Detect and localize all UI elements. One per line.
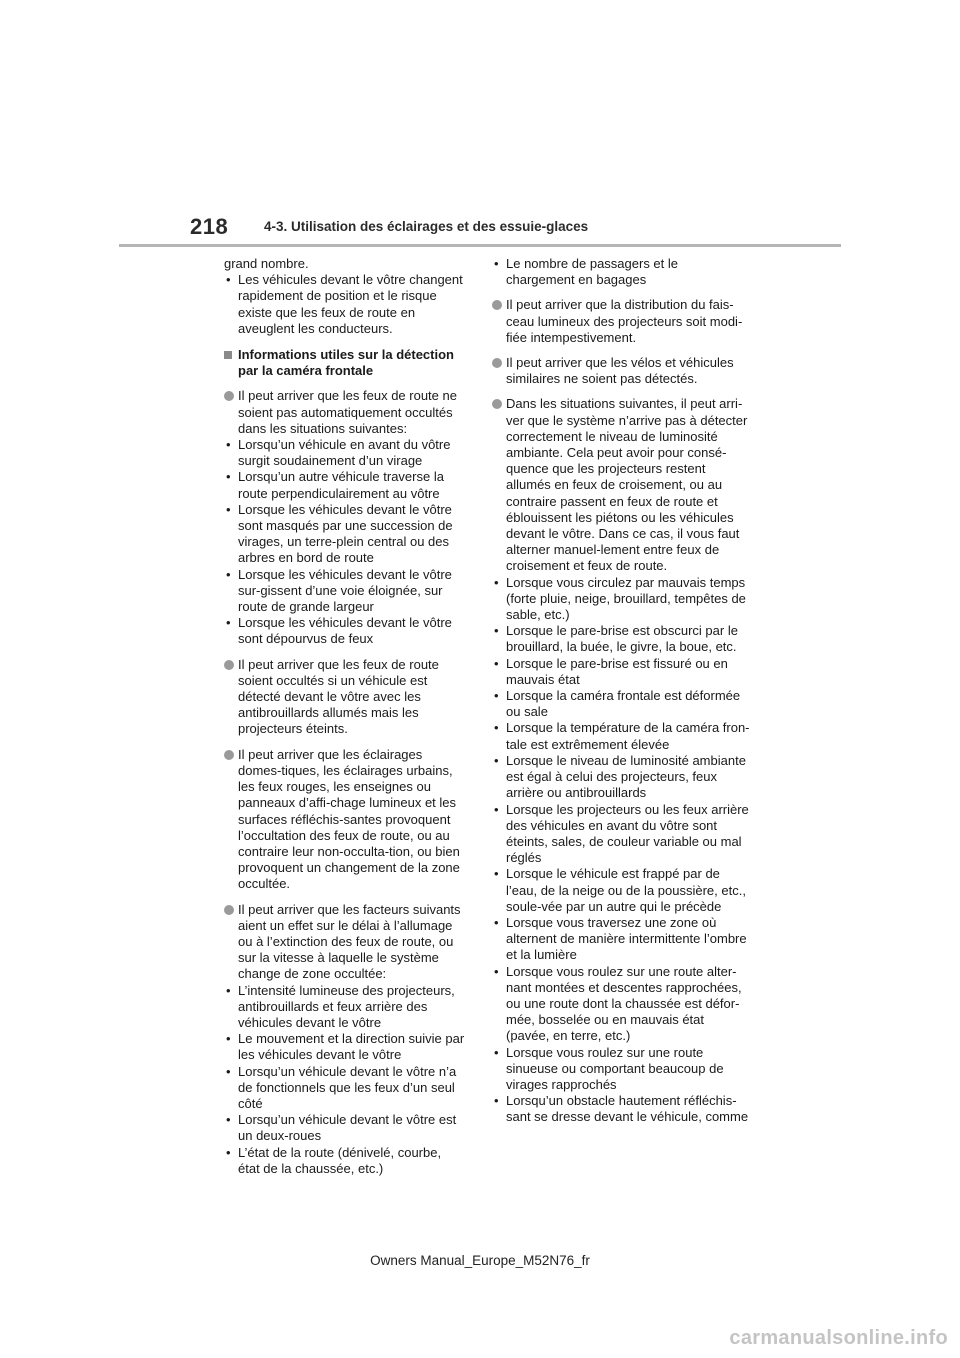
bullet-item: • Lorsque la caméra frontale est déformée ou sale	[492, 688, 750, 720]
right-column	[492, 256, 750, 1126]
note-item	[492, 355, 750, 387]
bullet-item: • Lorsque la température de la caméra fron-tale est extrêmement élevée	[492, 720, 750, 752]
note-item	[224, 902, 466, 1177]
note-item	[224, 657, 466, 738]
bullet-item: • Lorsque vous roulez sur une route sinueuse ou comportant beaucoup de virages rapprochés	[492, 1045, 750, 1094]
square-bullet-icon	[224, 351, 232, 359]
circle-bullet-icon	[224, 905, 234, 915]
bullet-item: • Lorsque le véhicule est frappé par de l’eau, de la neige ou de la poussière, etc., soule-vée par un autre qui le précède	[492, 866, 750, 915]
continued-paragraph: grand nombre.	[224, 256, 309, 271]
bullet-item: • Le mouvement et la direction suivie par les véhicules devant le vôtre	[224, 1031, 466, 1063]
bullet-item: • Lorsqu’un véhicule devant le vôtre n’a de fonctionnels que les feux d’un seul côté	[224, 1064, 466, 1113]
note-item	[224, 747, 466, 893]
note-text: Il peut arriver que les feux de route soient occultés si un véhicule est détecté devant le vôtre avec les antibrouillards allumés mais les projecteurs éteints.	[238, 656, 439, 737]
bullet-item: • Lorsque le pare-brise est fissuré ou en mauvais état	[492, 656, 750, 688]
note-text: Il peut arriver que les éclairages domes-tiques, les éclairages urbains, les feux rouges, les enseignes ou panneaux d’affi-chage lumineux et les surfaces réfléchis-santes provoquent l’occultation des feux de route, ou au contraire leur non-occulta-tion, ou bien provoquent un changement de la zone occultée.	[238, 746, 460, 892]
bullet-item: • Les véhicules devant le vôtre changent rapidement de position et le risque existe que les feux de route en aveuglent les conducteurs.	[224, 272, 466, 337]
header-divider	[119, 244, 841, 247]
bullet-item: • Lorsque le pare-brise est obscurci par le brouillard, la buée, le givre, la boue, etc.	[492, 623, 750, 655]
bullet-item: • Lorsqu’un autre véhicule traverse la route perpendiculairement au vôtre	[224, 469, 466, 501]
note-item	[224, 388, 466, 647]
note-item	[492, 297, 750, 346]
bullet-item: • Lorsqu’un véhicule devant le vôtre est un deux-roues	[224, 1112, 466, 1144]
note-text: Il peut arriver que les vélos et véhicules similaires ne soient pas détectés.	[506, 355, 734, 387]
bullet-item: • L’intensité lumineuse des projecteurs, antibrouillards et feux arrière des véhicules devant le vôtre	[224, 983, 466, 1032]
bullet-item: • L’état de la route (dénivelé, courbe, état de la chaussée, etc.)	[224, 1145, 466, 1177]
section-title: 4-3. Utilisation des éclairages et des essuie-glaces	[264, 219, 589, 234]
note-text: Il peut arriver que les feux de route ne soient pas automatiquement occultés dans les situations suivantes:	[238, 388, 457, 436]
bullet-item: • Lorsque les véhicules devant le vôtre sont dépourvus de feux	[224, 615, 466, 647]
circle-bullet-icon	[224, 391, 234, 401]
note-list	[224, 388, 466, 1177]
bullet-item: • Lorsqu’un obstacle hautement réfléchis-sant se dresse devant le véhicule, comme	[492, 1093, 750, 1125]
subsection-heading-text: Informations utiles sur la détection par la caméra frontale	[238, 347, 454, 379]
continued-bullet-list	[224, 272, 466, 337]
left-column	[224, 256, 466, 1177]
note-text: Il peut arriver que la distribution du fais-ceau lumineux des projecteurs soit modi-fiée intempestivement.	[506, 297, 743, 345]
note-text: Dans les situations suivantes, il peut arri-ver que le système n’arrive pas à détecter correctement le niveau de luminosité ambiante. Cela peut avoir pour consé-quence que les projecteurs restent allumés en feux de croisement, ou au contraire passent en feux de route et éblouissent les piétons ou les véhicules devant le vôtre. Dans ce cas, il vous faut alterner manuel-lement entre feux de croisement et feux de route.	[506, 396, 748, 574]
circle-bullet-icon	[492, 399, 502, 409]
bullet-item: • Lorsqu’un véhicule en avant du vôtre surgit soudainement d’un virage	[224, 437, 466, 469]
footer-document-id: Owners Manual_Europe_M52N76_fr	[370, 1253, 590, 1268]
continued-bullet-list	[492, 256, 750, 288]
bullet-item: • Lorsque les véhicules devant le vôtre sont masqués par une succession de virages, un terre-plein central ou des arbres en bord de route	[224, 502, 466, 567]
bullet-item: • Lorsque les véhicules devant le vôtre sur-gissent d’une voie éloignée, sur route de grande largeur	[224, 567, 466, 616]
bullet-item: • Lorsque le niveau de luminosité ambiante est égal à celui des projecteurs, feux arrière ou antibrouillards	[492, 753, 750, 802]
bullet-item: • Le nombre de passagers et le chargement en bagages	[492, 256, 750, 288]
bullet-item: • Lorsque vous roulez sur une route alter-nant montées et descentes rapprochées, ou une route dont la chaussée est défor-mée, bosselée ou en mauvais état (pavée, en terre, etc.)	[492, 964, 750, 1045]
circle-bullet-icon	[224, 660, 234, 670]
circle-bullet-icon	[224, 750, 234, 760]
page-number: 218	[190, 214, 229, 239]
circle-bullet-icon	[492, 300, 502, 310]
bullet-item: • Lorsque vous circulez par mauvais temps (forte pluie, neige, brouillard, tempêtes de sable, etc.)	[492, 575, 750, 624]
note-text: Il peut arriver que les facteurs suivants aient un effet sur le délai à l’allumage ou à l’extinction des feux de route, ou sur la vitesse à laquelle le système change de zone occultée:	[238, 901, 461, 982]
bullet-item: • Lorsque les projecteurs ou les feux arrière des véhicules en avant du vôtre sont éteints, sales, de couleur variable ou mal réglés	[492, 802, 750, 867]
subsection-heading	[224, 347, 466, 379]
note-item	[492, 396, 750, 1125]
circle-bullet-icon	[492, 358, 502, 368]
note-list	[492, 297, 750, 1125]
bullet-item: • Lorsque vous traversez une zone où alternent de manière intermittente l’ombre et la lumière	[492, 915, 750, 964]
watermark: carmanualsonline.info	[729, 1327, 948, 1349]
